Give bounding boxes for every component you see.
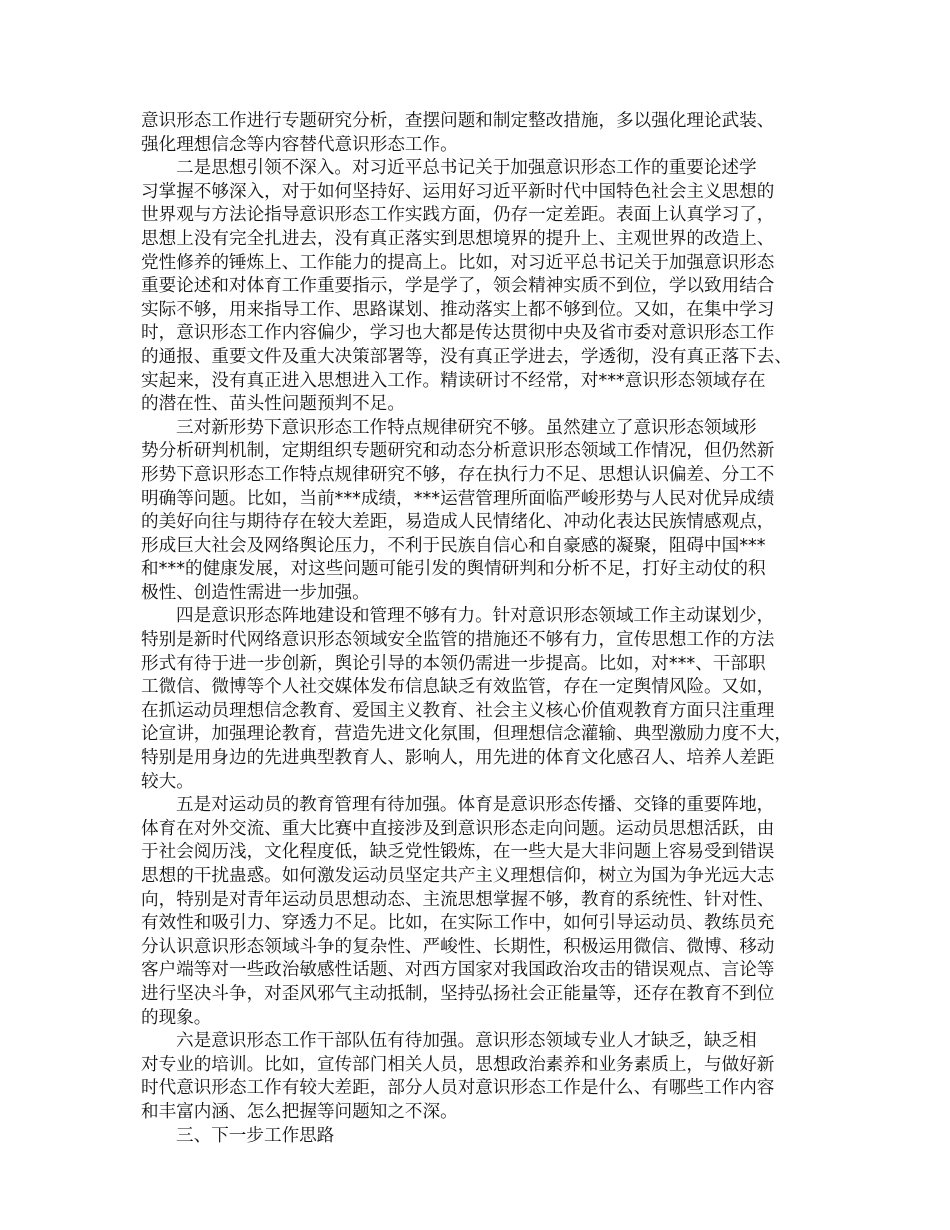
text-line: 党性修养的锤炼上、工作能力的提高上。比如，对习近平总书记关于加强意识形态 xyxy=(141,252,775,273)
text-line: 形式有待于进一步创新，舆论引导的本领仍需进一步提高。比如，对***、干部职 xyxy=(141,653,766,674)
paragraph-first-line: 六是意识形态工作干部队伍有待加强。意识形态领域专业人才缺乏，缺乏相 xyxy=(176,1031,757,1052)
text-line: 重要论述和对体育工作重要指示，学是学了，领会精神实质不到位，学以致用结合 xyxy=(141,276,775,297)
text-line: 体育在对外交流、重大比赛中直接涉及到意识形态走向问题。运动员思想活跃，由 xyxy=(141,818,775,839)
text-line: 世界观与方法论指导意识形态工作实践方面，仍存一定差距。表面上认真学习了， xyxy=(141,205,775,226)
text-line: 和丰富内涵、怎么把握等问题知之不深。 xyxy=(141,1101,458,1122)
text-line: 较大。 xyxy=(141,771,194,792)
text-line: 极性、创造性需进一步加强。 xyxy=(141,582,370,603)
text-line: 对专业的培训。比如，宣传部门相关人员，思想政治素养和业务素质上，与做好新 xyxy=(141,1054,775,1075)
text-line: 时，意识形态工作内容偏少，学习也大都是传达贯彻中央及省市委对意识形态工作 xyxy=(141,323,775,344)
text-line: 思想上没有完全扎进去，没有真正落实到思想境界的提升上、主观世界的改造上、 xyxy=(141,228,775,249)
text-line: 思想的干扰蛊惑。如何激发运动员坚定共产主义理想信仰，树立为国为争光远大志 xyxy=(141,866,775,886)
text-line: 分认识意识形态领域斗争的复杂性、严峻性、长期性，积极运用微信、微博、移动 xyxy=(141,936,775,957)
text-line: 势分析研判机制，定期组织专题研究和动态分析意识形态领域工作情况，但仍然新 xyxy=(141,441,775,462)
paragraph-first-line: 三、下一步工作思路 xyxy=(176,1125,335,1146)
text-line: 的现象。 xyxy=(141,1007,212,1028)
text-line: 进行坚决斗争，对歪风邪气主动抵制，坚持弘扬社会正能量等，还存在教育不到位 xyxy=(141,983,775,1004)
text-line: 和***的健康发展，对这些问题可能引发的舆情研判和分析不足，打好主动仗的积 xyxy=(141,559,766,580)
text-line: 的通报、重要文件及重大决策部署等，没有真正学进去，学透彻，没有真正落下去、 xyxy=(141,346,792,367)
text-line: 向，特别是对青年运动员思想动态、主流思想掌握不够，教育的系统性、针对性、 xyxy=(141,889,775,910)
text-line: 特别是新时代网络意识形态领域安全监管的措施还不够有力，宣传思想工作的方法 xyxy=(141,630,775,651)
text-line: 习掌握不够深入，对于如何坚持好、运用好习近平新时代中国特色社会主义思想的 xyxy=(141,181,775,202)
text-line: 形成巨大社会及网络舆论压力，不利于民族自信心和自豪感的凝聚，阻碍中国*** xyxy=(141,535,766,556)
text-line: 形势下意识形态工作特点规律研究不够，存在执行力不足、思想认识偏差、分工不 xyxy=(141,464,775,485)
text-line: 强化理想信念等内容替代意识形态工作。 xyxy=(141,134,458,155)
text-line: 实起来，没有真正进入思想进入工作。精读研讨不经常，对***意识形态领域存在 xyxy=(141,370,766,391)
paragraph-first-line: 三对新形势下意识形态工作特点规律研究不够。虽然建立了意识形态领域形 xyxy=(176,417,757,438)
text-line: 的潜在性、苗头性问题预判不足。 xyxy=(141,394,405,415)
document-page xyxy=(141,110,841,1148)
text-line: 客户端等对一些政治敏感性话题、对西方国家对我国政治攻击的错误观点、言论等 xyxy=(141,960,775,981)
text-line: 论宣讲，加强理论教育，营造先进文化氛围，但理想信念灌输、典型激励力度不大， xyxy=(141,724,792,745)
text-line: 有效性和吸引力、穿透力不足。比如，在实际工作中，如何引导运动员、教练员充 xyxy=(141,913,775,934)
text-line: 的美好向往与期待存在较大差距，易造成人民情绪化、冲动化表达民族情感观点， xyxy=(141,512,775,533)
text-line: 明确等问题。比如，当前***成绩，***运营管理所面临严峻形势与人民对优异成绩 xyxy=(141,488,775,509)
text-line: 特别是用身边的先进典型教育人、影响人，用先进的体育文化感召人、培养人差距 xyxy=(141,748,775,769)
paragraph-first-line: 五是对运动员的教育管理有待加强。体育是意识形态传播、交锋的重要阵地， xyxy=(176,795,775,816)
text-line: 工微信、微博等个人社交媒体发布信息缺乏有效监管，存在一定舆情风险。又如， xyxy=(141,677,775,698)
paragraph-first-line: 二是思想引领不深入。对习近平总书记关于加强意识形态工作的重要论述学 xyxy=(176,158,757,179)
text-line: 在抓运动员理想信念教育、爱国主义教育、社会主义核心价值观教育方面只注重理 xyxy=(141,700,775,721)
text-line: 时代意识形态工作有较大差距，部分人员对意识形态工作是什么、有哪些工作内容 xyxy=(141,1078,775,1099)
text-line: 实际不够，用来指导工作、思路谋划、推动落实上都不够到位。又如，在集中学习 xyxy=(141,299,775,320)
text-line: 于社会阅历浅，文化程度低，缺乏党性锻炼，在一些大是大非问题上容易受到错误 xyxy=(141,842,775,863)
text-line: 意识形态工作进行专题研究分析，查摆问题和制定整改措施，多以强化理论武装、 xyxy=(141,111,775,131)
paragraph-first-line: 四是意识形态阵地建设和管理不够有力。针对意识形态领域工作主动谋划少， xyxy=(176,606,775,627)
